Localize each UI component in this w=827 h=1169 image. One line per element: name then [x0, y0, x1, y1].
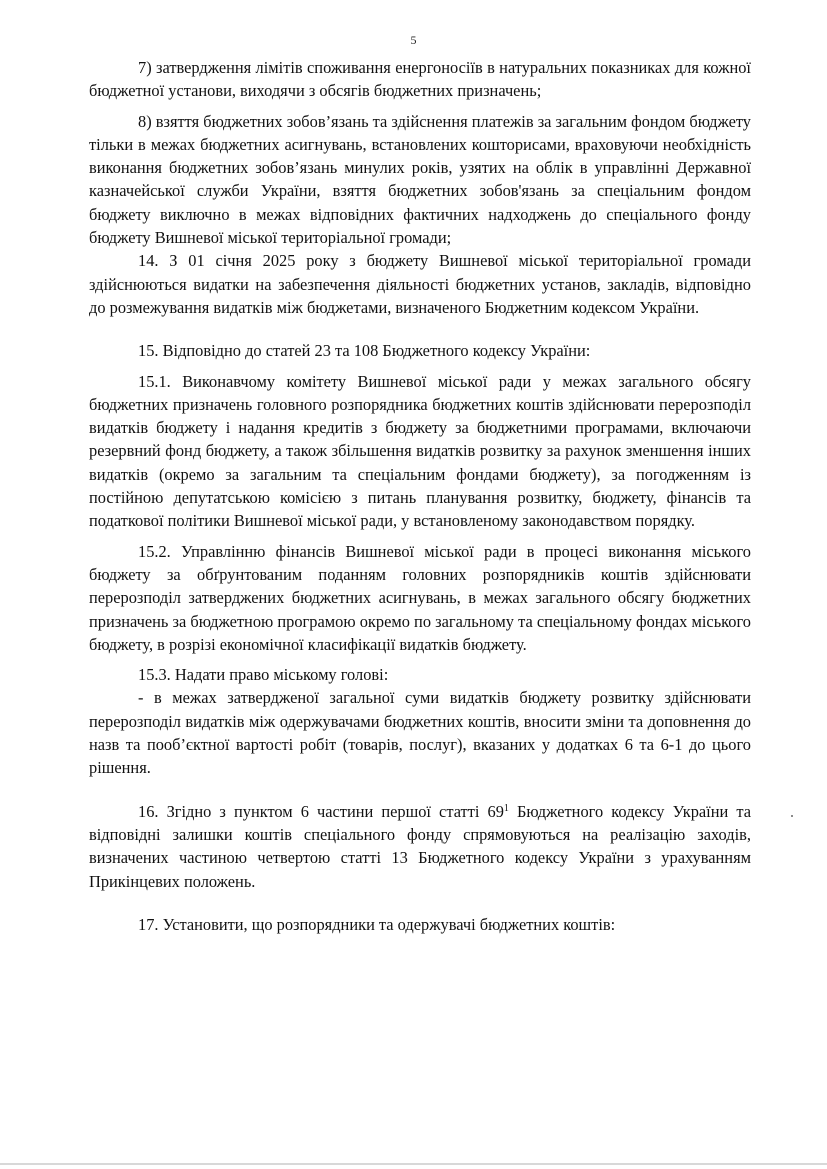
paragraph-16 — [89, 800, 751, 893]
document-body — [89, 56, 751, 936]
paragraph-15: 15. Відповідно до статей 23 та 108 Бюджетного кодексу України: — [138, 341, 591, 361]
paragraph-15-1: 15.1. Виконавчому комітету Вишневої міської ради у межах загального обсягу бюджетних призначень головного розпорядника бюджетних коштів здійснювати перерозподіл видатків бюджету і надання кредитів з бюджету за бюджетними програмами, включаючи резервний фонд бюджету, а також збільшення видатків розвитку за рахунок зменшення інших видатків (окремо за загальним та спеціальним фондами бюджету), за погодженням із постійною депутатською комісією з питань планування розвитку, бюджету, фінансів та податкової політики Вишневої міської ради, у встановленому законодавством порядку. — [89, 371, 751, 531]
scan-edge-line — [0, 1163, 827, 1165]
paragraph-15-3-item: - в межах затвердженої загальної суми видатків бюджету розвитку здійснювати перерозподіл видатків між одержувачами бюджетних коштів, вносити зміни та доповнення до назв та пооб’єктної вартості робіт (товарів, послуг), вказаних у додатках 6 та 6-1 до цього рішення. — [89, 688, 751, 778]
paragraph-14: 14. З 01 січня 2025 року з бюджету Вишневої міської територіальної громади здійснюються видатки на забезпечення діяльності бюджетних установ, закладів, відповідно до розмежування видатків між бюджетами, визначеного Бюджетним кодексом України. — [89, 251, 751, 317]
paragraph-17: 17. Установити, що розпорядники та одержувачі бюджетних коштів: — [138, 914, 616, 934]
paragraph-16-start: 16. Згідно з пунктом 6 частини першої статті 69 — [138, 801, 504, 821]
paragraph-7: 7) затвердження лімітів споживання енергоносіїв в натуральних показниках для кожної бюджетної установи, виходячи з обсягів бюджетних призначень; — [89, 58, 751, 101]
paragraph-15-3-title: 15.3. Надати право міському голові: — [138, 665, 389, 685]
superscript-1: 1 — [503, 802, 509, 814]
paragraph-16-end: Бюджетного кодексу України та відповідні залишки коштів спеціального фонду спрямовуються на реалізацію заходів, визначених частиною четвертою статті 13 Бюджетного кодексу України з урахуванням Прикінцевих положень. — [89, 801, 751, 891]
scan-speck — [791, 815, 793, 817]
paragraph-15-2: 15.2. Управлінню фінансів Вишневої міської ради в процесі виконання міського бюджету за обґрунтованим поданням головних розпорядників коштів здійснювати перерозподіл затверджених бюджетних асигнувань, в межах загального обсягу бюджетних призначень за бюджетною програмою окремо по загальному та спеціальному фондах міського бюджету, в розрізі економічної класифікації видатків бюджету. — [89, 541, 751, 654]
paragraph-8: 8) взяття бюджетних зобов’язань та здійснення платежів за загальним фондом бюджету тільки в межах бюджетних асигнувань, встановлених кошторисами, враховуючи необхідність виконання бюджетних зобов’язань минулих років, узятих на облік в управлінні Державної казначейської служби України, взяття бюджетних зобов'язань за спеціальним фондом бюджету виключно в межах відповідних фактичних надходжень до спеціального фонду бюджету Вишневої міської територіальної громади; — [89, 111, 751, 248]
page-number: 5 — [410, 33, 417, 47]
